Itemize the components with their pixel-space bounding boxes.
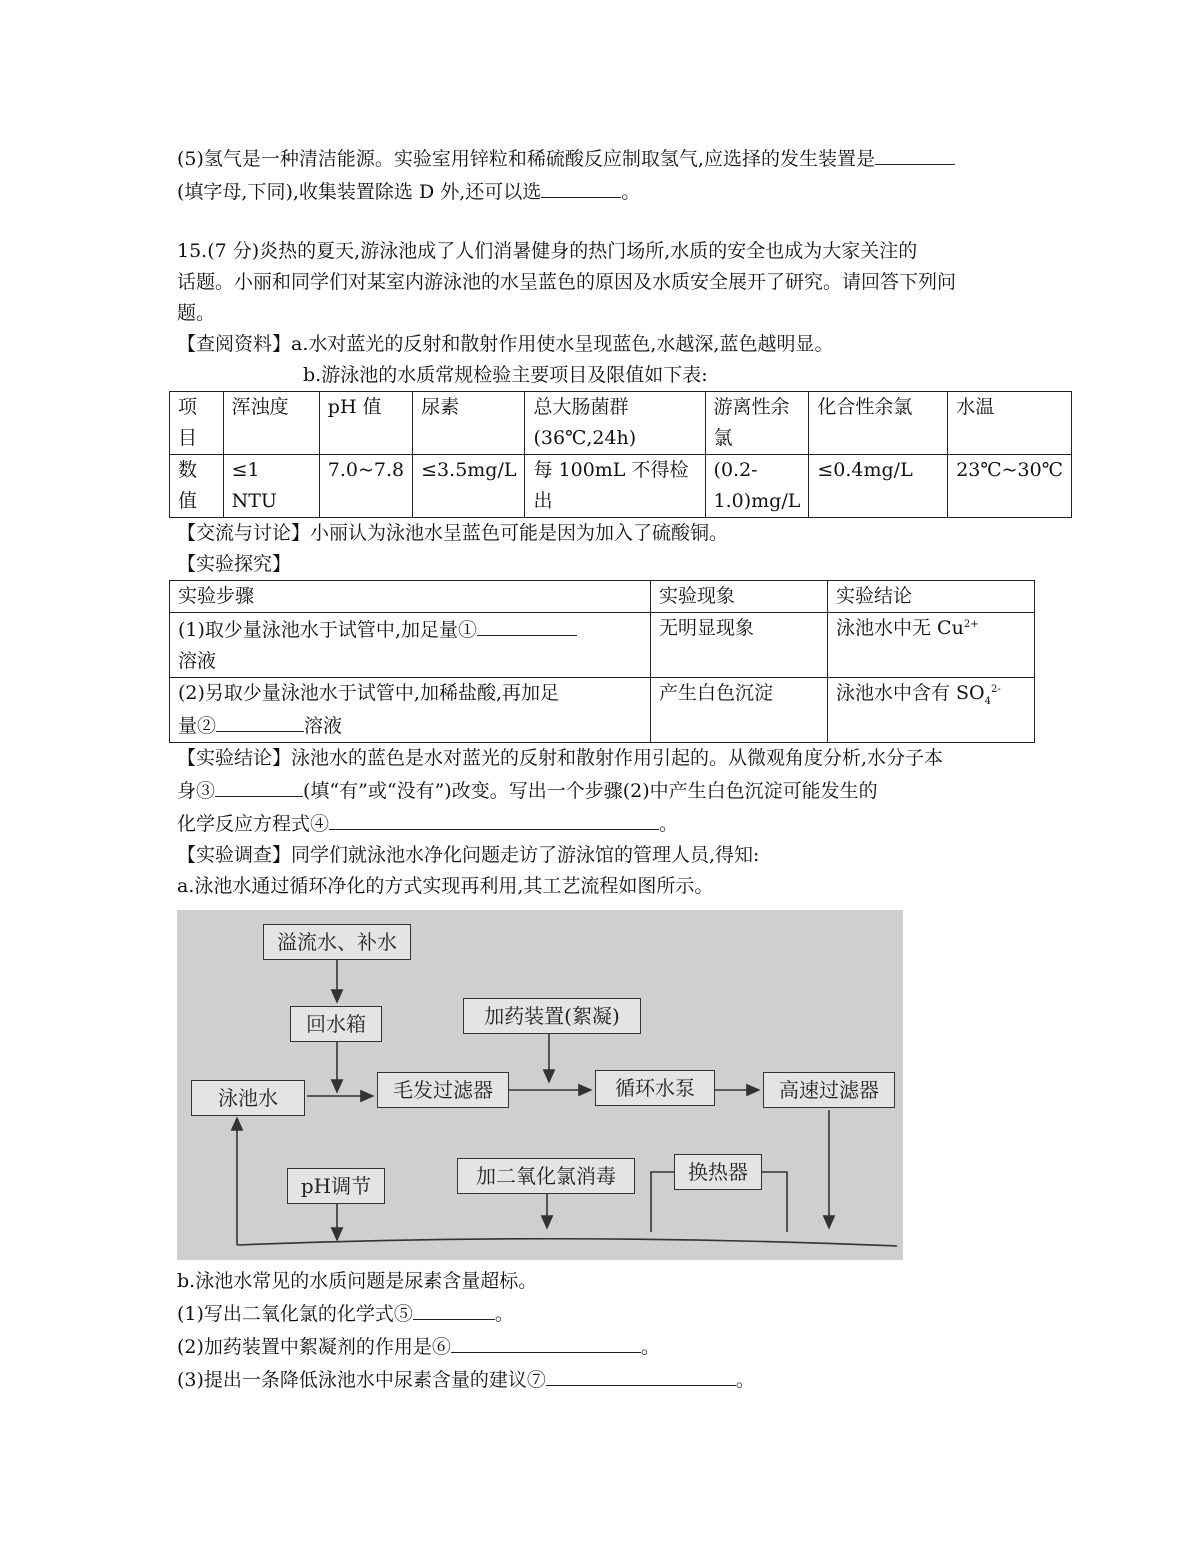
conclusion-line1: 【实验结论】泳池水的蓝色是水对蓝光的反射和散射作用引起的。从微观角度分析,水分子本 <box>177 747 944 769</box>
table-cell: 7.0~7.8 <box>319 455 412 518</box>
table-row <box>170 613 1035 678</box>
disinfection-box: 加二氧化氯消毒 <box>457 1158 635 1194</box>
answer-blank[interactable] <box>413 1297 495 1320</box>
table-cell: 游离性余氯 <box>705 392 809 455</box>
heat-exchanger-box: 换热器 <box>674 1154 762 1190</box>
table-cell: pH 值 <box>319 392 412 455</box>
experiment-table <box>169 580 1035 743</box>
table-row <box>170 455 1072 518</box>
table-cell: 数值 <box>170 455 224 518</box>
table-cell: 实验步骤 <box>170 581 651 613</box>
q15-intro-1: 15.(7 分)炎热的夏天,游泳池成了人们消暑健身的热门场所,水质的安全也成为大家关注的 <box>177 240 918 262</box>
table-cell: 产生白色沉淀 <box>651 678 828 743</box>
survey-b: b.泳池水常见的水质问题是尿素含量超标。 <box>177 1270 538 1292</box>
fast-filter-box: 高速过滤器 <box>763 1072 895 1108</box>
table-cell: 尿素 <box>413 392 525 455</box>
table-cell: 总大肠菌群(36℃,24h) <box>525 392 705 455</box>
survey-a: a.泳池水通过循环净化的方式实现再利用,其工艺流程如图所示。 <box>177 875 714 897</box>
table-row <box>170 678 1035 743</box>
overflow-box: 溢流水、补水 <box>263 924 411 960</box>
table-cell: 水温 <box>948 392 1072 455</box>
table-row <box>170 392 1072 455</box>
table-cell: 每 100mL 不得检出 <box>525 455 705 518</box>
worksheet <box>177 142 1063 1396</box>
answer-blank[interactable] <box>329 807 659 830</box>
discussion: 【交流与讨论】小丽认为泳池水呈蓝色可能是因为加入了硫酸铜。 <box>177 522 729 544</box>
explore-title: 【实验探究】 <box>177 553 292 575</box>
process-flow-diagram <box>177 910 903 1260</box>
table-cell: (0.2-1.0)mg/L <box>705 455 809 518</box>
table-cell: 泳池水中含有 $SO_4^{2-}$ <box>828 678 1035 743</box>
sub-question-3: (3)提出一条降低泳池水中尿素含量的建议⑦ 。 <box>177 1363 1047 1396</box>
conclusion-line3: 化学反应方程式④ 。 <box>177 807 1047 840</box>
table-cell: ≤3.5mg/L <box>413 455 525 518</box>
ph-adjust-box: pH调节 <box>287 1168 385 1204</box>
table-row <box>170 581 1035 613</box>
table-cell: 实验结论 <box>828 581 1035 613</box>
table-cell: 无明显现象 <box>651 613 828 678</box>
q15-intro-2: 话题。小丽和同学们对某室内游泳池的水呈蓝色的原因及水质安全展开了研究。请回答下列问 <box>177 271 957 293</box>
water-quality-table <box>169 391 1072 518</box>
answer-blank[interactable] <box>875 142 955 165</box>
table-cell: 23℃~30℃ <box>948 455 1072 518</box>
answer-blank[interactable] <box>451 1330 641 1353</box>
table-cell: 泳池水中无 $Cu^{2+}$ <box>828 613 1035 678</box>
table-cell: ≤0.4mg/L <box>809 455 948 518</box>
reference-a: 【查阅资料】a.水对蓝光的反射和散射作用使水呈现蓝色,水越深,蓝色越明显。 <box>177 333 834 355</box>
answer-blank[interactable] <box>546 1363 736 1386</box>
table-cell: 项目 <box>170 392 224 455</box>
sub-question-2: (2)加药装置中絮凝剂的作用是⑥ 。 <box>177 1330 1047 1363</box>
sub-question-1: (1)写出二氧化氯的化学式⑤ 。 <box>177 1297 1047 1330</box>
hair-filter-box: 毛发过滤器 <box>377 1072 509 1108</box>
table-cell: (2)另取少量泳池水于试管中,加稀盐酸,再加足 量② 溶液 <box>170 678 651 743</box>
return-tank-box: 回水箱 <box>290 1006 382 1042</box>
q5-line2: (填字母,下同),收集装置除选 D 外,还可以选 。 <box>177 175 1047 208</box>
table-cell: 实验现象 <box>651 581 828 613</box>
q15-intro-3: 题。 <box>177 302 216 324</box>
survey: 【实验调查】同学们就泳池水净化问题走访了游泳馆的管理人员,得知: <box>177 844 760 866</box>
reference-b: b.游泳池的水质常规检验主要项目及限值如下表: <box>303 364 708 386</box>
answer-blank[interactable] <box>477 613 577 636</box>
table-cell: (1)取少量泳池水于试管中,加足量① 溶液 <box>170 613 651 678</box>
answer-blank[interactable] <box>216 709 304 732</box>
answer-blank[interactable] <box>215 774 303 797</box>
q5-line1: (5)氢气是一种清洁能源。实验室用锌粒和稀硫酸反应制取氢气,应选择的发生装置是 <box>177 142 1047 175</box>
table-cell: ≤1 NTU <box>223 455 319 518</box>
conclusion-line2: 身③ (填“有”或“没有”)改变。写出一个步骤(2)中产生白色沉淀可能发生的 <box>177 774 1047 807</box>
pool-water-box: 泳池水 <box>191 1080 305 1116</box>
table-cell: 化合性余氯 <box>809 392 948 455</box>
dosing-box: 加药装置(絮凝) <box>463 998 641 1034</box>
answer-blank[interactable] <box>541 175 621 198</box>
table-cell: 浑浊度 <box>223 392 319 455</box>
circulation-pump-box: 循环水泵 <box>595 1070 715 1106</box>
